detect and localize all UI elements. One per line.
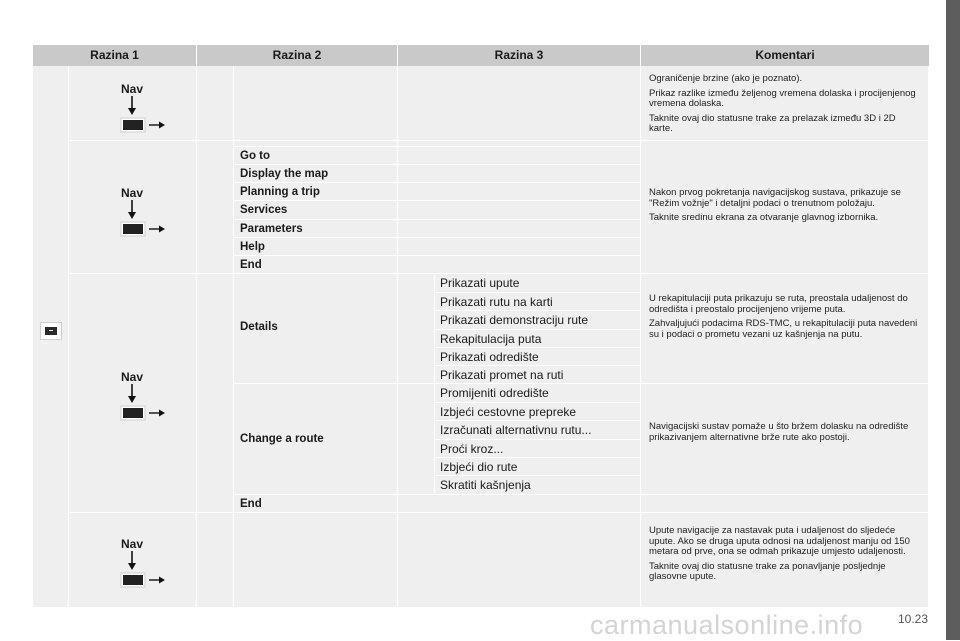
page-edge-bar	[946, 0, 960, 640]
menu-item-parameters[interactable]: Parameters	[234, 220, 398, 238]
empty-cell	[234, 66, 398, 141]
empty-cell	[398, 256, 641, 274]
change-route-item[interactable]: Izbjeći cestovne prepreke	[435, 403, 641, 421]
empty-cell	[398, 66, 641, 141]
menu-item-end-2[interactable]: End	[234, 495, 398, 513]
menu-item-services[interactable]: Services	[234, 201, 398, 220]
nav-label: Nav	[120, 370, 143, 384]
empty-cell	[641, 495, 929, 513]
comment-text: Upute navigacije za nastavak puta i udaljenost do sljedeće upute. Ako se druga uputa odnosi na udaljenost manju od 150 metara od prve, ona se odmah prikazuje umjesto udaljenosti.	[649, 525, 910, 557]
menu-item-change-route[interactable]: Change a route	[234, 384, 398, 495]
change-route-item[interactable]: Proći kroz...	[435, 440, 641, 458]
comment-text: Ograničenje brzine (ako je poznato).	[649, 73, 803, 84]
empty-cell	[197, 66, 234, 141]
header-level2: Razina 2	[197, 45, 398, 66]
comment-cell-details	[641, 274, 929, 384]
details-item[interactable]: Prikazati upute	[435, 274, 641, 293]
empty-cell	[398, 220, 641, 238]
nav-arrows-icon	[105, 80, 175, 136]
screen-icon	[40, 322, 62, 340]
nav-arrows-icon	[105, 535, 175, 591]
details-item[interactable]: Prikazati rutu na karti	[435, 293, 641, 311]
empty-cell	[398, 495, 641, 513]
empty-cell	[197, 513, 234, 608]
menu-item-end[interactable]: End	[234, 256, 398, 274]
nav-icon-group	[105, 184, 175, 240]
empty-cell	[197, 141, 234, 274]
change-route-item[interactable]: Skratiti kašnjenja	[435, 476, 641, 495]
details-item[interactable]: Prikazati promet na ruti	[435, 366, 641, 384]
comment-text: U rekapitulaciji puta prikazuju se ruta, preostala udaljenost do odredišta i preostalo procijenjeno vrijeme puta.	[649, 293, 908, 315]
comment-cell-change	[641, 384, 929, 495]
empty-cell	[398, 384, 435, 495]
menu-item-display-map[interactable]: Display the map	[234, 165, 398, 183]
empty-cell	[398, 183, 641, 201]
empty-cell	[398, 238, 641, 256]
header-level3: Razina 3	[398, 45, 641, 66]
header-comments: Komentari	[641, 45, 929, 66]
empty-cell	[398, 165, 641, 183]
nav-label: Nav	[120, 82, 143, 96]
nav-icon-group	[105, 80, 175, 136]
comment-text: Zahvaljujući podacima RDS-TMC, u rekapitulaciji puta navedeni su i podaci o prometu vezani uz kašnjenja na putu.	[649, 318, 918, 340]
empty-cell	[398, 147, 641, 165]
details-item[interactable]: Rekapitulacija puta	[435, 330, 641, 348]
comment-text: Nakon prvog pokretanja navigacijskog sustava, prikazuje se "Režim vožnje" i detaljni podaci o trenutnom položaju.	[649, 187, 901, 209]
empty-cell	[398, 141, 641, 147]
empty-cell	[234, 513, 398, 608]
nav-arrows-icon	[105, 368, 175, 424]
nav-label: Nav	[120, 186, 143, 200]
empty-cell	[398, 201, 641, 220]
nav-icon-group	[105, 535, 175, 591]
change-route-item[interactable]: Izračunati alternativnu rutu...	[435, 421, 641, 440]
comment-cell-1	[641, 66, 929, 141]
empty-cell	[398, 274, 435, 384]
details-item[interactable]: Prikazati demonstraciju rute	[435, 311, 641, 330]
nav-icon-group	[105, 368, 175, 424]
nav-arrows-icon	[105, 184, 175, 240]
empty-cell	[234, 141, 398, 147]
nav-label: Nav	[120, 537, 143, 551]
change-route-item[interactable]: Izbjeći dio rute	[435, 458, 641, 476]
page-number: 10.23	[898, 612, 929, 626]
comment-text: Taknite ovaj dio statusne trake za ponavljanje posljednje glasovne upute.	[649, 560, 886, 582]
comment-cell-2	[641, 141, 929, 274]
comment-text: Taknite sredinu ekrana za otvaranje glavnog izbornika.	[649, 212, 879, 223]
header-level1: Razina 1	[33, 45, 197, 66]
menu-item-details[interactable]: Details	[234, 274, 398, 384]
comment-text: Taknite ovaj dio statusne trake za prelazak između 3D i 2D karte.	[649, 112, 896, 134]
comment-cell-4	[641, 513, 929, 608]
empty-cell	[197, 274, 234, 513]
menu-item-go-to[interactable]: Go to	[234, 147, 398, 165]
menu-item-planning-trip[interactable]: Planning a trip	[234, 183, 398, 201]
details-item[interactable]: Prikazati odredište	[435, 348, 641, 366]
watermark: carmanualsonline.info	[590, 610, 864, 640]
comment-text: Prikaz razlike između željenog vremena dolaska i procijenjenog vremena dolaska.	[649, 87, 916, 109]
comment-text: Navigacijski sustav pomaže u što bržem dolasku na odredište prikazivanjem alternativne brže rute ako postoji.	[649, 421, 909, 443]
menu-item-help[interactable]: Help	[234, 238, 398, 256]
change-route-item[interactable]: Promijeniti odredište	[435, 384, 641, 403]
empty-cell	[398, 513, 641, 608]
